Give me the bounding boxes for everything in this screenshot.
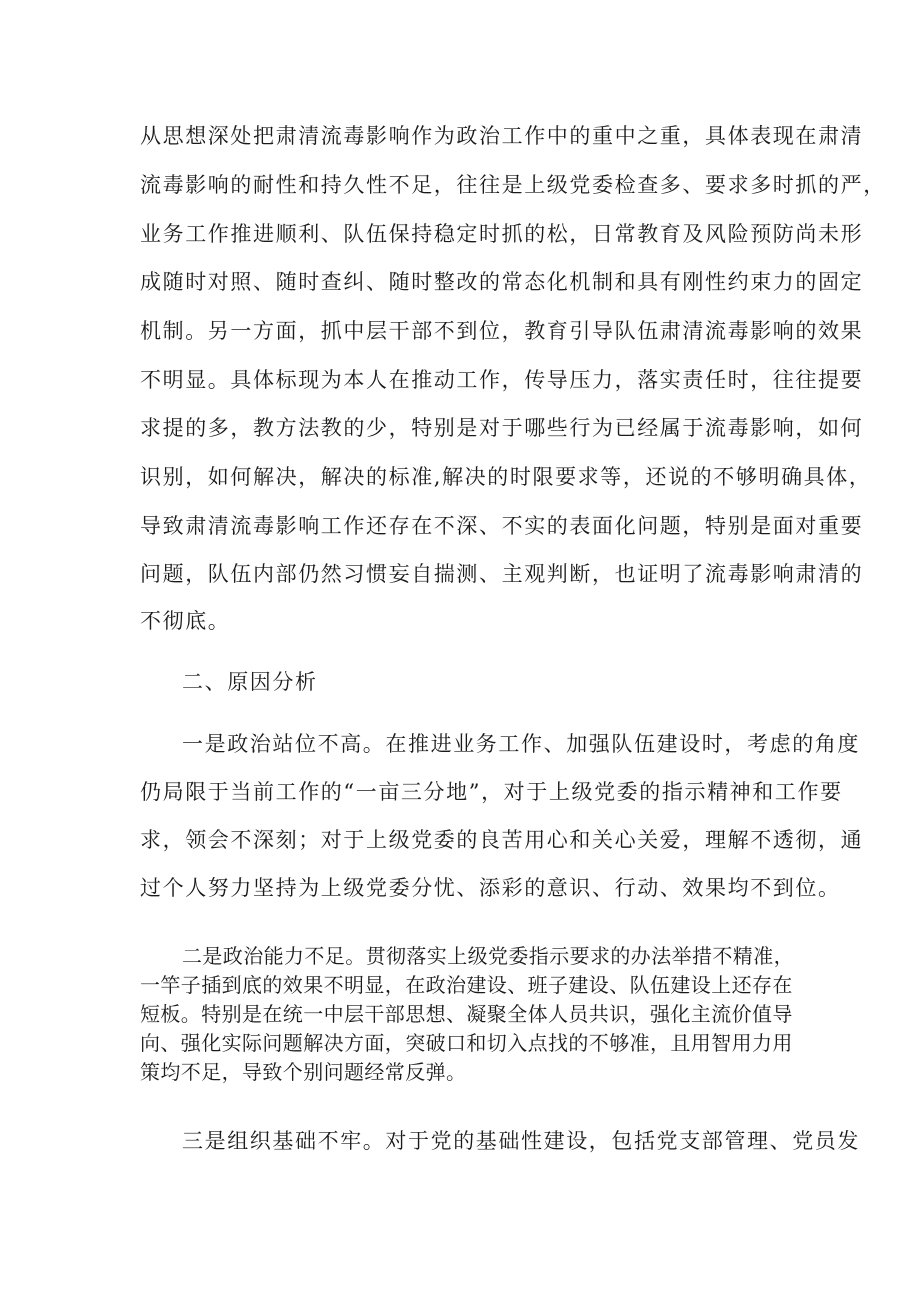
text-line: 过个人努力坚持为上级党委分忧、添彩的意识、行动、效果均不到位。 bbox=[140, 876, 841, 900]
text-line: 求提的多，教方法教的少，特别是对于哪些行为已经属于流毒影响，如何 bbox=[140, 416, 864, 440]
text-line: 流毒影响的耐性和持久性不足，往往是上级党委检查多、要求多时抓的严， bbox=[140, 173, 886, 197]
text-line: 一是政治站位不高。在推进业务工作、加强队伍建设时，考虑的角度 bbox=[182, 732, 860, 756]
text-line: 导致肃清流毒影响工作还存在不深、不实的表面化问题，特别是面对重要 bbox=[140, 514, 864, 538]
text-line: 短板。特别是在统一中层干部思想、凝聚全体人员共识，强化主流价值导 bbox=[140, 1002, 793, 1026]
text-line: 一竿子插到底的效果不明显，在政治建设、班子建设、队伍建设上还存在 bbox=[140, 973, 793, 997]
text-line: 机制。另一方面，抓中层干部不到位，教育引导队伍肃清流毒影响的效果 bbox=[140, 319, 864, 343]
text-line: 三是组织基础不牢。对于党的基础性建设，包括党支部管理、党员发 bbox=[182, 1129, 860, 1153]
text-line: 向、强化实际问题解决方面，突破口和切入点找的不够准，且用智用力用 bbox=[140, 1031, 793, 1055]
text-line: 仍局限于当前工作的“一亩三分地”，对于上级党委的指示精神和工作要 bbox=[140, 780, 843, 804]
text-line: 识别，如何解决，解决的标准,解决的时限要求等，还说的不够明确具体， bbox=[140, 465, 872, 489]
text-line: 成随时对照、随时查纠、随时整改的常态化机制和具有刚性约束力的固定 bbox=[140, 270, 864, 294]
text-line: 不明显。具体标现为本人在推动工作，传导压力，落实责任时，往往提要 bbox=[140, 368, 864, 392]
text-line: 不彻底。 bbox=[140, 609, 231, 633]
text-line: 策均不足，导致个别问题经常反弹。 bbox=[140, 1060, 467, 1084]
text-line: 从思想深处把肃清流毒影响作为政治工作中的重中之重，具体表现在肃清 bbox=[140, 124, 864, 148]
text-line: 问题，队伍内部仍然习惯妄自揣测、主观判断，也证明了流毒影响肃清的 bbox=[140, 562, 864, 586]
text-line: 求，领会不深刻；对于上级党委的良苦用心和关心关爱，理解不透彻，通 bbox=[140, 828, 864, 852]
text-line: 二是政治能力不足。贯彻落实上级党委指示要求的办法举措不精准， bbox=[182, 944, 794, 968]
section-heading: 二、原因分析 bbox=[182, 670, 318, 694]
text-line: 业务工作推进顺利、队伍保持稳定时抓的松，日常教育及风险预防尚未形 bbox=[140, 222, 864, 246]
